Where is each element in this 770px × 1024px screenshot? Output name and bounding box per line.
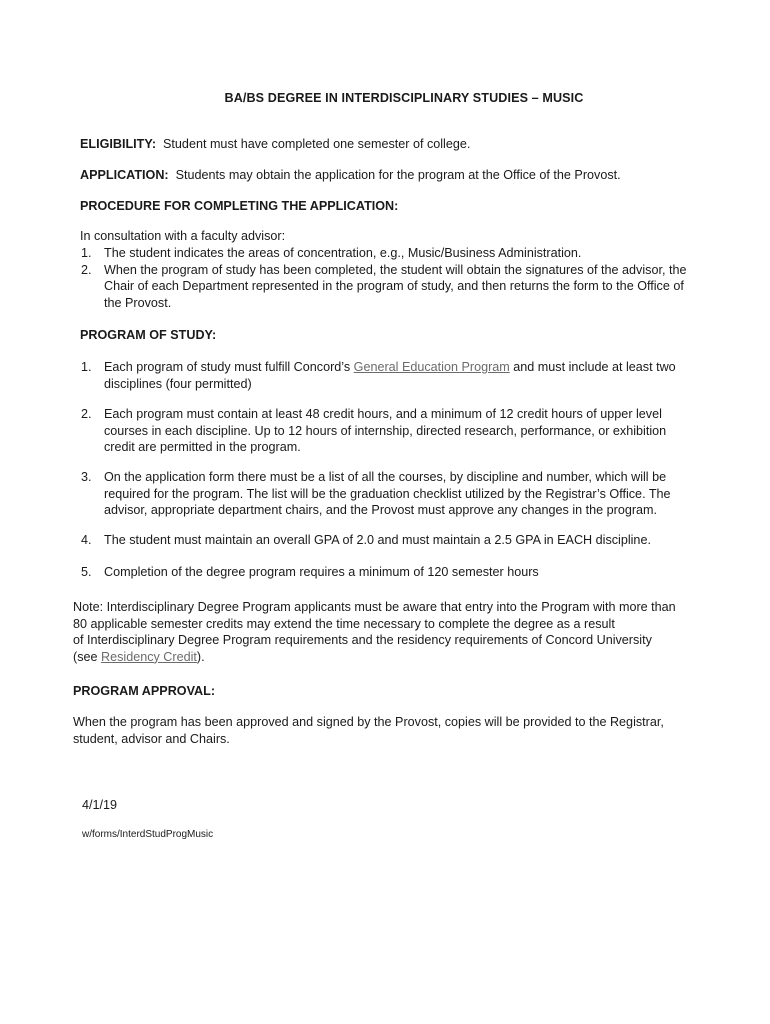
procedure-item-number: 1.: [81, 246, 92, 260]
note-line: Note: Interdisciplinary Degree Program applicants must be aware that entry into the Program with more than: [73, 600, 676, 614]
procedure-list: [81, 245, 701, 311]
program-item-text: Completion of the degree program requires a minimum of 120 semester hours: [104, 565, 539, 579]
program-item-number: 5.: [81, 565, 92, 579]
note-line: 80 applicable semester credits may extend the time necessary to complete the degree as a result: [73, 616, 615, 631]
procedure-item-number: 2.: [81, 262, 92, 277]
note-line: [73, 649, 723, 666]
program-item: [81, 532, 701, 549]
program-approval-heading: PROGRAM APPROVAL:: [73, 684, 216, 698]
program-of-study-list: [81, 406, 681, 456]
program-of-study-heading: PROGRAM OF STUDY:: [80, 328, 217, 342]
residency-note: [73, 599, 723, 665]
document-date: 4/1/19: [82, 798, 118, 812]
program-item-text-before: Each program of study must fulfill Concord’s: [104, 360, 354, 374]
program-item-number: 2.: [81, 407, 92, 421]
program-approval-text: When the program has been approved and signed by the Provost, copies will be provided to the Registrar, student, advisor and Chairs.: [73, 715, 664, 746]
program-item: [81, 469, 681, 519]
program-item-text-after: and must include at least two disciplines (four permitted): [104, 360, 676, 391]
general-education-program-link[interactable]: General Education Program: [353, 360, 510, 374]
note-line: of Interdisciplinary Degree Program requirements and the residency requirements of Concord University: [73, 633, 652, 647]
procedure-heading: PROCEDURE FOR COMPLETING THE APPLICATION:: [80, 199, 399, 213]
procedure-intro: In consultation with a faculty advisor:: [80, 229, 286, 243]
program-item-number: 1.: [81, 360, 92, 374]
program-item-text: Each program must contain at least 48 credit hours, and a minimum of 12 credit hours of upper level courses in each discipline. Up to 12 hours of internship, directed research, performance, or exhibition credit are permitted in the program.: [104, 407, 667, 454]
eligibility-text: Student must have completed one semester of college.: [163, 137, 471, 151]
document-title: BA/BS DEGREE IN INTERDISCIPLINARY STUDIES – MUSIC: [224, 91, 584, 105]
program-of-study-list: [81, 469, 681, 519]
application-paragraph: [80, 167, 710, 184]
program-item: [81, 359, 681, 392]
program-item-text: On the application form there must be a list of all the courses, by discipline and number, which will be required for the program. The list will be the graduation checklist utilized by the Registrar’s Office. The advisor, appropriate department chairs, and the Provost must approve any changes in the program.: [104, 470, 671, 517]
program-of-study-list: [81, 532, 701, 549]
note-text-after: ).: [196, 649, 205, 664]
eligibility-paragraph: [80, 136, 710, 153]
program-of-study-list: [81, 564, 701, 581]
note-text-before: (see: [73, 649, 101, 664]
procedure-item-text: The student indicates the areas of concentration, e.g., Music/Business Administration.: [104, 246, 582, 260]
program-item-number: 3.: [81, 470, 92, 484]
program-item-text: The student must maintain an overall GPA of 2.0 and must maintain a 2.5 GPA in EACH discipline.: [104, 533, 651, 547]
procedure-item: [81, 245, 701, 262]
application-text: Students may obtain the application for the program at the Office of the Provost.: [175, 168, 621, 182]
eligibility-label: ELIGIBILITY:: [80, 137, 157, 151]
procedure-item: [81, 262, 701, 312]
residency-credit-link[interactable]: Residency Credit: [101, 649, 197, 664]
file-path: w/forms/InterdStudProgMusic: [82, 829, 214, 840]
program-item-number: 4.: [81, 533, 92, 547]
program-of-study-list: [81, 359, 681, 392]
procedure-item-text: When the program of study has been completed, the student will obtain the signatures of the advisor, the Chair of each Department represented in the program of study, and then returns the form to the Office of the Provost.: [104, 262, 687, 310]
program-item: [81, 406, 681, 456]
program-item: [81, 564, 701, 581]
application-label: APPLICATION:: [80, 168, 169, 182]
